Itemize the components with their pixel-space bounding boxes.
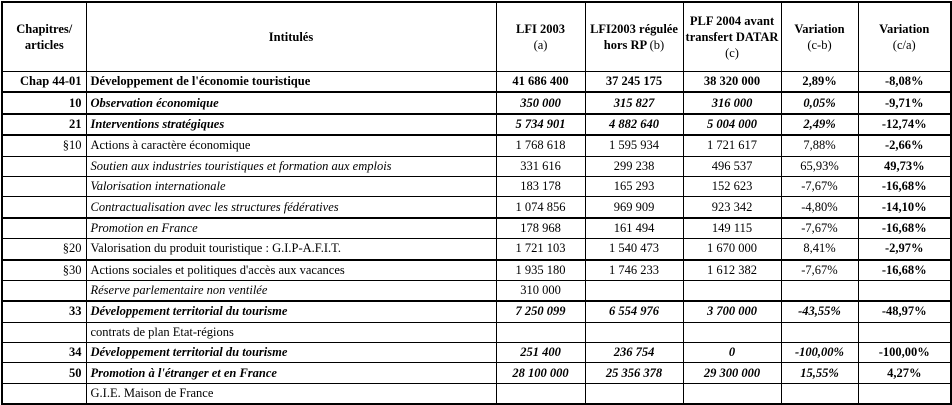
chapter-cell — [2, 197, 86, 218]
lfi-regulee-cell: 1 595 934 — [585, 135, 683, 156]
lfi-cell: 1 721 103 — [496, 239, 585, 260]
lfi-cell — [496, 383, 585, 404]
variation-cb-cell: -7,67% — [781, 218, 858, 239]
lfi-regulee-cell: 161 494 — [585, 218, 683, 239]
variation-cb-cell: -4,80% — [781, 197, 858, 218]
label-cell: Promotion en France — [86, 218, 496, 239]
header-label: LFI 2003 — [516, 22, 565, 36]
table-body — [2, 72, 951, 405]
lfi-cell: 5 734 901 — [496, 114, 585, 135]
variation-cb-cell: -7,67% — [781, 260, 858, 281]
variation-cb-cell: 15,55% — [781, 363, 858, 383]
table-row — [2, 343, 951, 363]
variation-ca-cell: -16,68% — [858, 176, 951, 196]
variation-ca-cell: -16,68% — [858, 218, 951, 239]
label-cell: Actions sociales et politiques d'accès aux vacances — [86, 260, 496, 281]
label-cell: Actions à caractère économique — [86, 135, 496, 156]
table-row — [2, 280, 951, 301]
table-row — [2, 322, 951, 342]
table-row — [2, 176, 951, 196]
header-sub: (a) — [533, 38, 548, 52]
variation-ca-cell — [858, 322, 951, 342]
plf-cell: 496 537 — [683, 156, 781, 176]
variation-cb-cell: 7,88% — [781, 135, 858, 156]
plf-cell: 149 115 — [683, 218, 781, 239]
table-row — [2, 135, 951, 156]
plf-cell: 1 721 617 — [683, 135, 781, 156]
budget-table — [1, 1, 952, 405]
header-lfi-regulee — [585, 2, 683, 72]
lfi-cell: 310 000 — [496, 280, 585, 301]
lfi-regulee-cell: 25 356 378 — [585, 363, 683, 383]
header-variation-cb — [781, 2, 858, 72]
variation-cb-cell: -7,67% — [781, 176, 858, 196]
table-row — [2, 92, 951, 113]
table-row — [2, 301, 951, 322]
lfi-cell: 41 686 400 — [496, 72, 585, 93]
header-sub: (c-b) — [807, 38, 832, 52]
variation-cb-cell — [781, 383, 858, 404]
lfi-cell: 7 250 099 — [496, 301, 585, 322]
label-cell: Développement territorial du tourisme — [86, 343, 496, 363]
label-cell: contrats de plan Etat-régions — [86, 322, 496, 342]
variation-ca-cell: -100,00% — [858, 343, 951, 363]
variation-cb-cell: 2,89% — [781, 72, 858, 93]
plf-cell: 316 000 — [683, 92, 781, 113]
variation-ca-cell — [858, 280, 951, 301]
plf-cell: 3 700 000 — [683, 301, 781, 322]
variation-ca-cell: -14,10% — [858, 197, 951, 218]
variation-ca-cell: 49,73% — [858, 156, 951, 176]
label-cell: Développement de l'économie touristique — [86, 72, 496, 93]
table-row — [2, 363, 951, 383]
variation-ca-cell: -9,71% — [858, 92, 951, 113]
label-cell: Réserve parlementaire non ventilée — [86, 280, 496, 301]
variation-ca-cell: 4,27% — [858, 363, 951, 383]
chapter-cell: 50 — [2, 363, 86, 383]
variation-ca-cell: -2,97% — [858, 239, 951, 260]
chapter-cell — [2, 156, 86, 176]
variation-ca-cell: -8,08% — [858, 72, 951, 93]
chapter-cell: 21 — [2, 114, 86, 135]
header-variation-ca — [858, 2, 951, 72]
chapter-cell — [2, 176, 86, 196]
lfi-regulee-cell — [585, 383, 683, 404]
header-plf-2004 — [683, 2, 781, 72]
table-row — [2, 218, 951, 239]
lfi-regulee-cell — [585, 280, 683, 301]
header-sub: (c) — [725, 46, 739, 60]
chapter-cell: Chap 44-01 — [2, 72, 86, 93]
label-cell: Interventions stratégiques — [86, 114, 496, 135]
label-cell: Promotion à l'étranger et en France — [86, 363, 496, 383]
lfi-regulee-cell: 1 540 473 — [585, 239, 683, 260]
chapter-cell: 33 — [2, 301, 86, 322]
chapter-cell: 10 — [2, 92, 86, 113]
chapter-cell: 34 — [2, 343, 86, 363]
lfi-cell: 1 074 856 — [496, 197, 585, 218]
chapter-cell — [2, 280, 86, 301]
variation-cb-cell: 2,49% — [781, 114, 858, 135]
table-row — [2, 156, 951, 176]
variation-cb-cell: -43,55% — [781, 301, 858, 322]
lfi-cell: 251 400 — [496, 343, 585, 363]
table-row — [2, 114, 951, 135]
lfi-regulee-cell — [585, 322, 683, 342]
label-cell: Valorisation du produit touristique : G.I.P-A.F.I.T. — [86, 239, 496, 260]
variation-ca-cell: -2,66% — [858, 135, 951, 156]
variation-cb-cell: 8,41% — [781, 239, 858, 260]
chapter-cell — [2, 322, 86, 342]
variation-ca-cell — [858, 383, 951, 404]
lfi-regulee-cell: 6 554 976 — [585, 301, 683, 322]
chapter-cell: §20 — [2, 239, 86, 260]
chapter-cell — [2, 218, 86, 239]
lfi-cell: 331 616 — [496, 156, 585, 176]
label-cell: Valorisation internationale — [86, 176, 496, 196]
label-cell: Développement territorial du tourisme — [86, 301, 496, 322]
table-row — [2, 72, 951, 93]
chapter-cell: §30 — [2, 260, 86, 281]
header-label: PLF 2004 avant transfert DATAR — [685, 14, 779, 44]
lfi-regulee-cell: 299 238 — [585, 156, 683, 176]
variation-ca-cell: -12,74% — [858, 114, 951, 135]
table-row — [2, 383, 951, 404]
plf-cell: 152 623 — [683, 176, 781, 196]
variation-cb-cell: 65,93% — [781, 156, 858, 176]
header-label: Variation — [879, 22, 930, 36]
label-cell: Soutien aux industries touristiques et formation aux emplois — [86, 156, 496, 176]
header-label: Variation — [794, 22, 845, 36]
lfi-regulee-cell: 315 827 — [585, 92, 683, 113]
lfi-cell: 1 935 180 — [496, 260, 585, 281]
plf-cell: 38 320 000 — [683, 72, 781, 93]
chapter-cell — [2, 383, 86, 404]
chapter-cell: §10 — [2, 135, 86, 156]
lfi-regulee-cell: 969 909 — [585, 197, 683, 218]
label-cell: Observation économique — [86, 92, 496, 113]
lfi-cell: 178 968 — [496, 218, 585, 239]
header-label: LFI2003 régulée hors RP — [590, 22, 678, 52]
lfi-regulee-cell: 165 293 — [585, 176, 683, 196]
plf-cell: 29 300 000 — [683, 363, 781, 383]
plf-cell: 1 670 000 — [683, 239, 781, 260]
variation-cb-cell — [781, 322, 858, 342]
plf-cell — [683, 280, 781, 301]
lfi-regulee-cell: 1 746 233 — [585, 260, 683, 281]
lfi-cell — [496, 322, 585, 342]
lfi-cell: 183 178 — [496, 176, 585, 196]
lfi-cell: 350 000 — [496, 92, 585, 113]
header-lfi-2003 — [496, 2, 585, 72]
plf-cell — [683, 383, 781, 404]
header-sub: (b) — [649, 38, 665, 52]
plf-cell: 5 004 000 — [683, 114, 781, 135]
lfi-regulee-cell: 4 882 640 — [585, 114, 683, 135]
lfi-regulee-cell: 37 245 175 — [585, 72, 683, 93]
header-row — [2, 2, 951, 72]
label-cell: Contractualisation avec les structures fédératives — [86, 197, 496, 218]
variation-cb-cell — [781, 280, 858, 301]
header-intitules: Intitulés — [86, 2, 496, 72]
variation-ca-cell: -48,97% — [858, 301, 951, 322]
lfi-cell: 1 768 618 — [496, 135, 585, 156]
table-row — [2, 197, 951, 218]
plf-cell: 0 — [683, 343, 781, 363]
plf-cell: 923 342 — [683, 197, 781, 218]
variation-ca-cell: -16,68% — [858, 260, 951, 281]
lfi-cell: 28 100 000 — [496, 363, 585, 383]
variation-cb-cell: -100,00% — [781, 343, 858, 363]
plf-cell: 1 612 382 — [683, 260, 781, 281]
header-sub: (c/a) — [892, 38, 916, 52]
lfi-regulee-cell: 236 754 — [585, 343, 683, 363]
plf-cell — [683, 322, 781, 342]
variation-cb-cell: 0,05% — [781, 92, 858, 113]
table-row — [2, 239, 951, 260]
table-row — [2, 260, 951, 281]
label-cell: G.I.E. Maison de France — [86, 383, 496, 404]
header-chapitres: Chapitres/ articles — [2, 2, 86, 72]
